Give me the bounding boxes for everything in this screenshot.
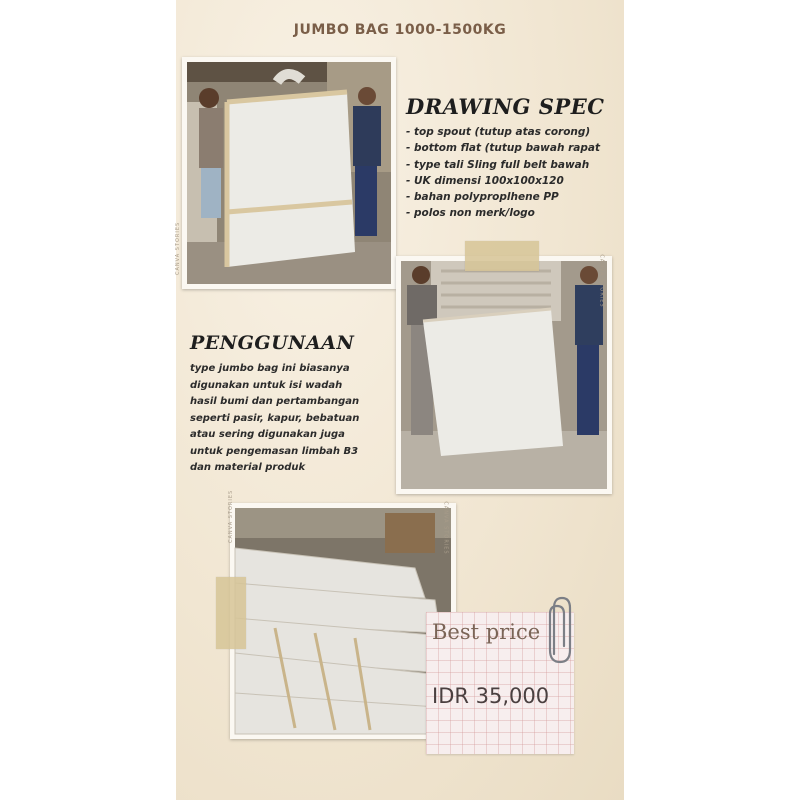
penggunaan-heading: PENGGUNAAN (190, 332, 355, 354)
photo-men-spreading-bag (396, 256, 612, 494)
washi-tape (465, 241, 539, 271)
photo-caption: CANVA STORIES (228, 489, 234, 543)
penggunaan-line: digunakan untuk isi wadah (190, 379, 343, 391)
spec-item: - bahan polyproplhene PP (406, 191, 559, 204)
penggunaan-line: type jumbo bag ini biasanya (190, 363, 350, 374)
spec-item: - top spout (tutup atas corong) (406, 126, 591, 138)
penggunaan-line: hasil bumi dan pertambangan (190, 396, 360, 407)
page-title: JUMBO BAG 1000-1500KG (293, 22, 507, 38)
drawing-spec-list (406, 124, 622, 222)
drawing-spec-heading: DRAWING SPEC (406, 94, 605, 119)
photo-caption: CANVA STORIES (442, 501, 449, 555)
paperclip-icon (544, 594, 576, 666)
price-value: IDR 35,000 (432, 684, 550, 708)
best-price-label: Best price (432, 620, 541, 644)
page-canvas (176, 0, 624, 800)
spec-item: - UK dimensi 100x100x120 (406, 174, 564, 187)
penggunaan-line: seperti pasir, kapur, bebatuan (190, 412, 360, 424)
spec-item: - polos non merk/logo (406, 207, 535, 220)
photo-men-holding-bag-image (187, 62, 391, 284)
photo-folded-bags (228, 489, 456, 739)
jumbo-bag-photo-2 (401, 261, 607, 489)
photo-men-spreading-bag-image (401, 261, 607, 489)
photo-men-holding-bag (175, 57, 396, 289)
penggunaan-line: atau sering digunakan juga (190, 429, 345, 440)
washi-tape (216, 577, 246, 649)
photo-folded-bags-image (235, 508, 451, 734)
penggunaan-line: dan material produk (190, 462, 306, 473)
photo-caption: CANVA STORIES (598, 254, 605, 308)
jumbo-bag-photo-1 (187, 62, 391, 284)
spec-item: - bottom flat (tutup bawah rapat (406, 142, 600, 155)
penggunaan-text (190, 361, 390, 477)
spec-item: - type tali Sling full belt bawah (406, 158, 590, 171)
penggunaan-line: untuk pengemasan limbah B3 (190, 445, 359, 457)
photo-caption: CANVA STORIES (175, 221, 181, 275)
jumbo-bag-photo-3 (235, 508, 451, 734)
